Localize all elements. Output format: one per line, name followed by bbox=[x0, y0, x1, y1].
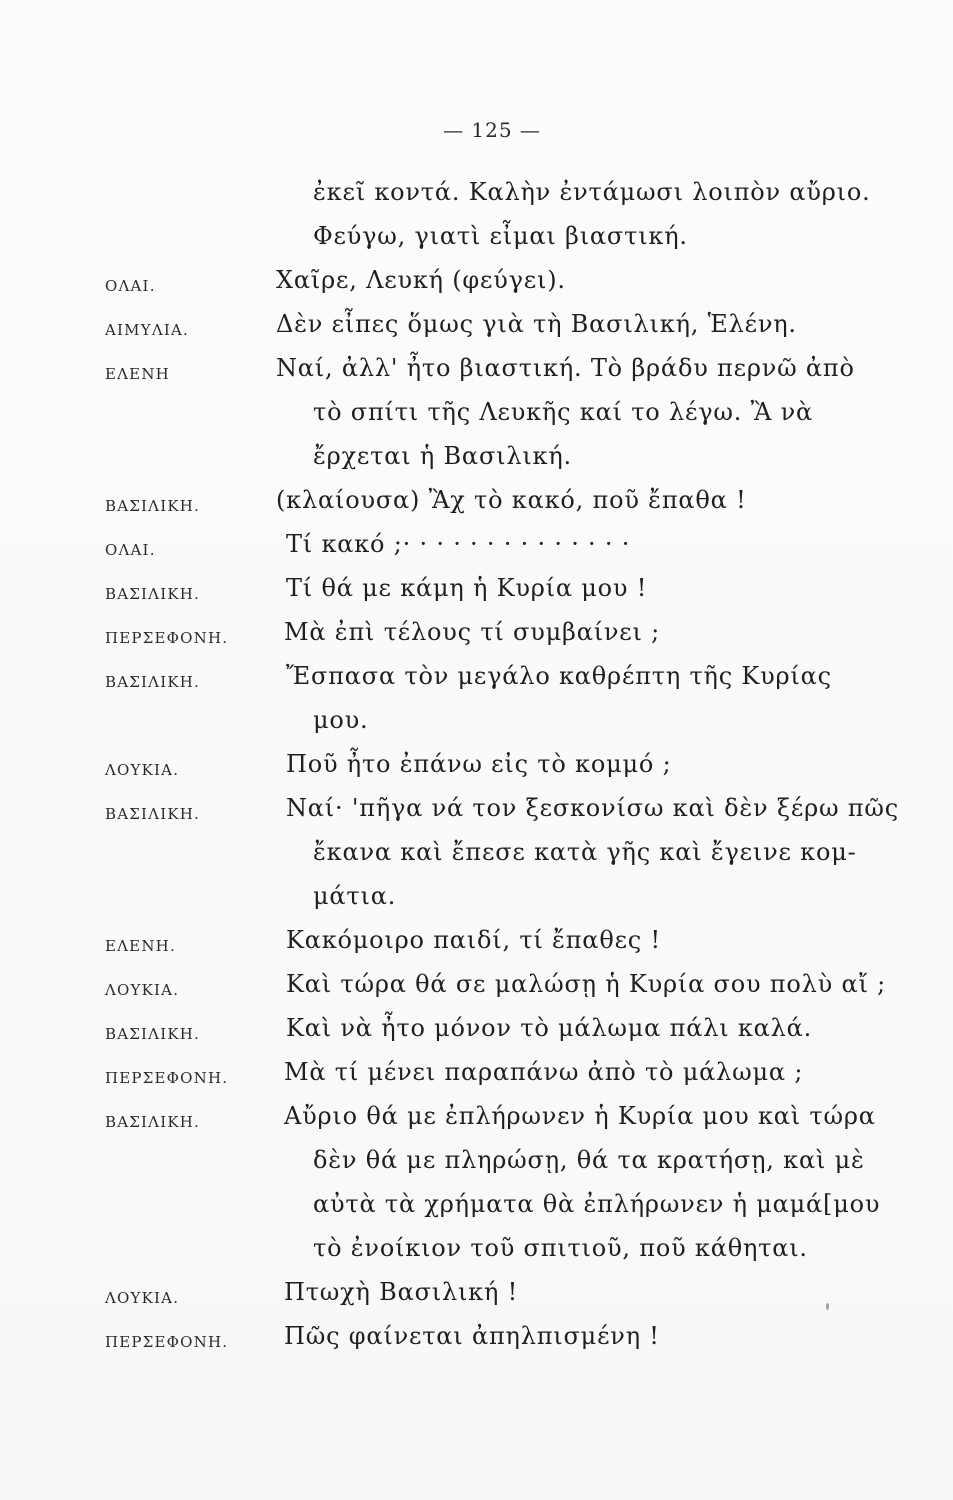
dialogue-line-4 bbox=[0, 306, 953, 342]
speaker-label: ΒΑΣΙΛΙΚΗ. bbox=[105, 585, 200, 603]
dialogue-text: Τί θά με κάμη ἡ Κυρία μου ! bbox=[286, 574, 648, 602]
dialogue-line-5 bbox=[0, 350, 953, 386]
dialogue-text: αὐτὰ τὰ χρήματα θὰ ἐπλήρωνεν ἡ μαμά[μου bbox=[313, 1190, 881, 1218]
dialogue-text: Χαῖρε, Λευκή (φεύγει). bbox=[276, 266, 566, 294]
speaker-label: ΠΕΡΣΕΦΟΝΗ. bbox=[105, 1333, 229, 1351]
speaker-label: ΒΑΣΙΛΙΚΗ. bbox=[105, 497, 200, 515]
dialogue-line-27 bbox=[0, 1318, 953, 1354]
dialogue-text: ἔκανα καὶ ἔπεσε κατὰ γῆς καὶ ἔγεινε κομ- bbox=[313, 838, 857, 866]
dialogue-line-13 bbox=[0, 702, 953, 738]
dialogue-line-22 bbox=[0, 1098, 953, 1134]
dialogue-line-9 bbox=[0, 526, 953, 562]
speaker-label: ΒΑΣΙΛΙΚΗ. bbox=[105, 673, 200, 691]
speaker-label: ΕΛΕΝΗ. bbox=[105, 937, 176, 955]
speaker-label: ΟΛΑΙ. bbox=[105, 541, 156, 559]
dialogue-text: Μὰ ἐπὶ τέλους τί συμβαίνει ; bbox=[284, 618, 661, 646]
speaker-label: ΛΟΥΚΙΑ. bbox=[105, 761, 180, 779]
dialogue-text: Ἔσπασα τὸν μεγάλο καθρέπτη τῆς Κυρίας bbox=[286, 662, 832, 690]
dialogue-text: Αὔριο θά με ἐπλήρωνεν ἡ Κυρία μου καὶ τώρα bbox=[284, 1102, 876, 1130]
dialogue-text: Ναί, ἀλλ' ἦτο βιαστική. Τὸ βράδυ περνῶ ἀπὸ bbox=[276, 354, 855, 382]
dialogue-line-12 bbox=[0, 658, 953, 694]
dialogue-line-11 bbox=[0, 614, 953, 650]
dialogue-text: δὲν θά με πληρώσῃ, θά τα κρατήσῃ, καὶ μὲ bbox=[313, 1146, 865, 1174]
dialogue-text: μάτια. bbox=[313, 882, 397, 910]
dialogue-text: τὸ ἐνοίκιον τοῦ σπιτιοῦ, ποῦ κάθηται. bbox=[313, 1234, 808, 1262]
dialogue-text: Πτωχὴ Βασιλική ! bbox=[284, 1278, 519, 1306]
dialogue-line-24 bbox=[0, 1186, 953, 1222]
dialogue-line-23 bbox=[0, 1142, 953, 1178]
dialogue-text: Τί κακό ;· · · · · · · · · · · · · · bbox=[286, 530, 631, 558]
dialogue-text: Καὶ νὰ ἦτο μόνον τὸ μάλωμα πάλι καλά. bbox=[286, 1014, 813, 1042]
dialogue-line-26 bbox=[0, 1274, 953, 1310]
dialogue-text: Μὰ τί μένει παραπάνω ἀπὸ τὸ μάλωμα ; bbox=[284, 1058, 804, 1086]
page-number: — 125 — bbox=[443, 118, 541, 142]
dialogue-line-16 bbox=[0, 834, 953, 870]
dialogue-line-20 bbox=[0, 1010, 953, 1046]
dialogue-text: Πῶς φαίνεται ἀπηλπισμένη ! bbox=[284, 1322, 660, 1350]
dialogue-line-8 bbox=[0, 482, 953, 518]
dialogue-text: τὸ σπίτι τῆς Λευκῆς καί το λέγω. Ἂ νὰ bbox=[313, 398, 814, 426]
speaker-label: ΕΛΕΝΗ bbox=[105, 365, 170, 383]
dialogue-line-1 bbox=[0, 174, 953, 210]
dialogue-line-3 bbox=[0, 262, 953, 298]
speaker-label: ΠΕΡΣΕΦΟΝΗ. bbox=[105, 629, 229, 647]
dialogue-line-2 bbox=[0, 218, 953, 254]
speaker-label: ΛΟΥΚΙΑ. bbox=[105, 1289, 180, 1307]
dialogue-text: Κακόμοιρο παιδί, τί ἔπαθες ! bbox=[286, 926, 661, 954]
dialogue-text: ἐκεῖ κοντά. Καλὴν ἐντάμωσι λοιπὸν αὔριο. bbox=[313, 178, 871, 206]
dialogue-line-15 bbox=[0, 790, 953, 826]
dialogue-text: (κλαίουσα) Ἂχ τὸ κακό, ποῦ ἔπαθα ! bbox=[276, 486, 747, 514]
dialogue-line-6 bbox=[0, 394, 953, 430]
dialogue-line-10 bbox=[0, 570, 953, 606]
speaker-label: ΛΟΥΚΙΑ. bbox=[105, 981, 180, 999]
speaker-label: ΟΛΑΙ. bbox=[105, 277, 156, 295]
dialogue-text: μου. bbox=[313, 706, 369, 734]
dialogue-text: Φεύγω, γιατὶ εἶμαι βιαστική. bbox=[313, 222, 688, 250]
dialogue-text: Ποῦ ἦτο ἐπάνω εἰς τὸ κομμό ; bbox=[286, 750, 672, 778]
dialogue-text: Ναί· 'πῆγα νά τον ξεσκονίσω καὶ δὲν ξέρω πῶς bbox=[286, 794, 899, 822]
speaker-label: ΒΑΣΙΛΙΚΗ. bbox=[105, 805, 200, 823]
dialogue-line-19 bbox=[0, 966, 953, 1002]
dialogue-line-17 bbox=[0, 878, 953, 914]
dialogue-line-7 bbox=[0, 438, 953, 474]
dialogue-line-18 bbox=[0, 922, 953, 958]
speaker-label: ΑΙΜΥΛΙΑ. bbox=[105, 321, 189, 339]
dialogue-text: Καὶ τώρα θά σε μαλώσῃ ἡ Κυρία σου πολὺ αἴ ; bbox=[286, 970, 886, 998]
dialogue-text: ἔρχεται ἡ Βασιλική. bbox=[313, 442, 572, 470]
dialogue-line-25 bbox=[0, 1230, 953, 1266]
dialogue-line-21 bbox=[0, 1054, 953, 1090]
dialogue-text: Δὲν εἶπες ὅμως γιὰ τὴ Βασιλική, Ἑλένη. bbox=[276, 310, 797, 338]
speaker-label: ΠΕΡΣΕΦΟΝΗ. bbox=[105, 1069, 229, 1087]
dialogue-line-14 bbox=[0, 746, 953, 782]
speaker-label: ΒΑΣΙΛΙΚΗ. bbox=[105, 1113, 200, 1131]
ink-speck bbox=[826, 1303, 829, 1310]
speaker-label: ΒΑΣΙΛΙΚΗ. bbox=[105, 1025, 200, 1043]
